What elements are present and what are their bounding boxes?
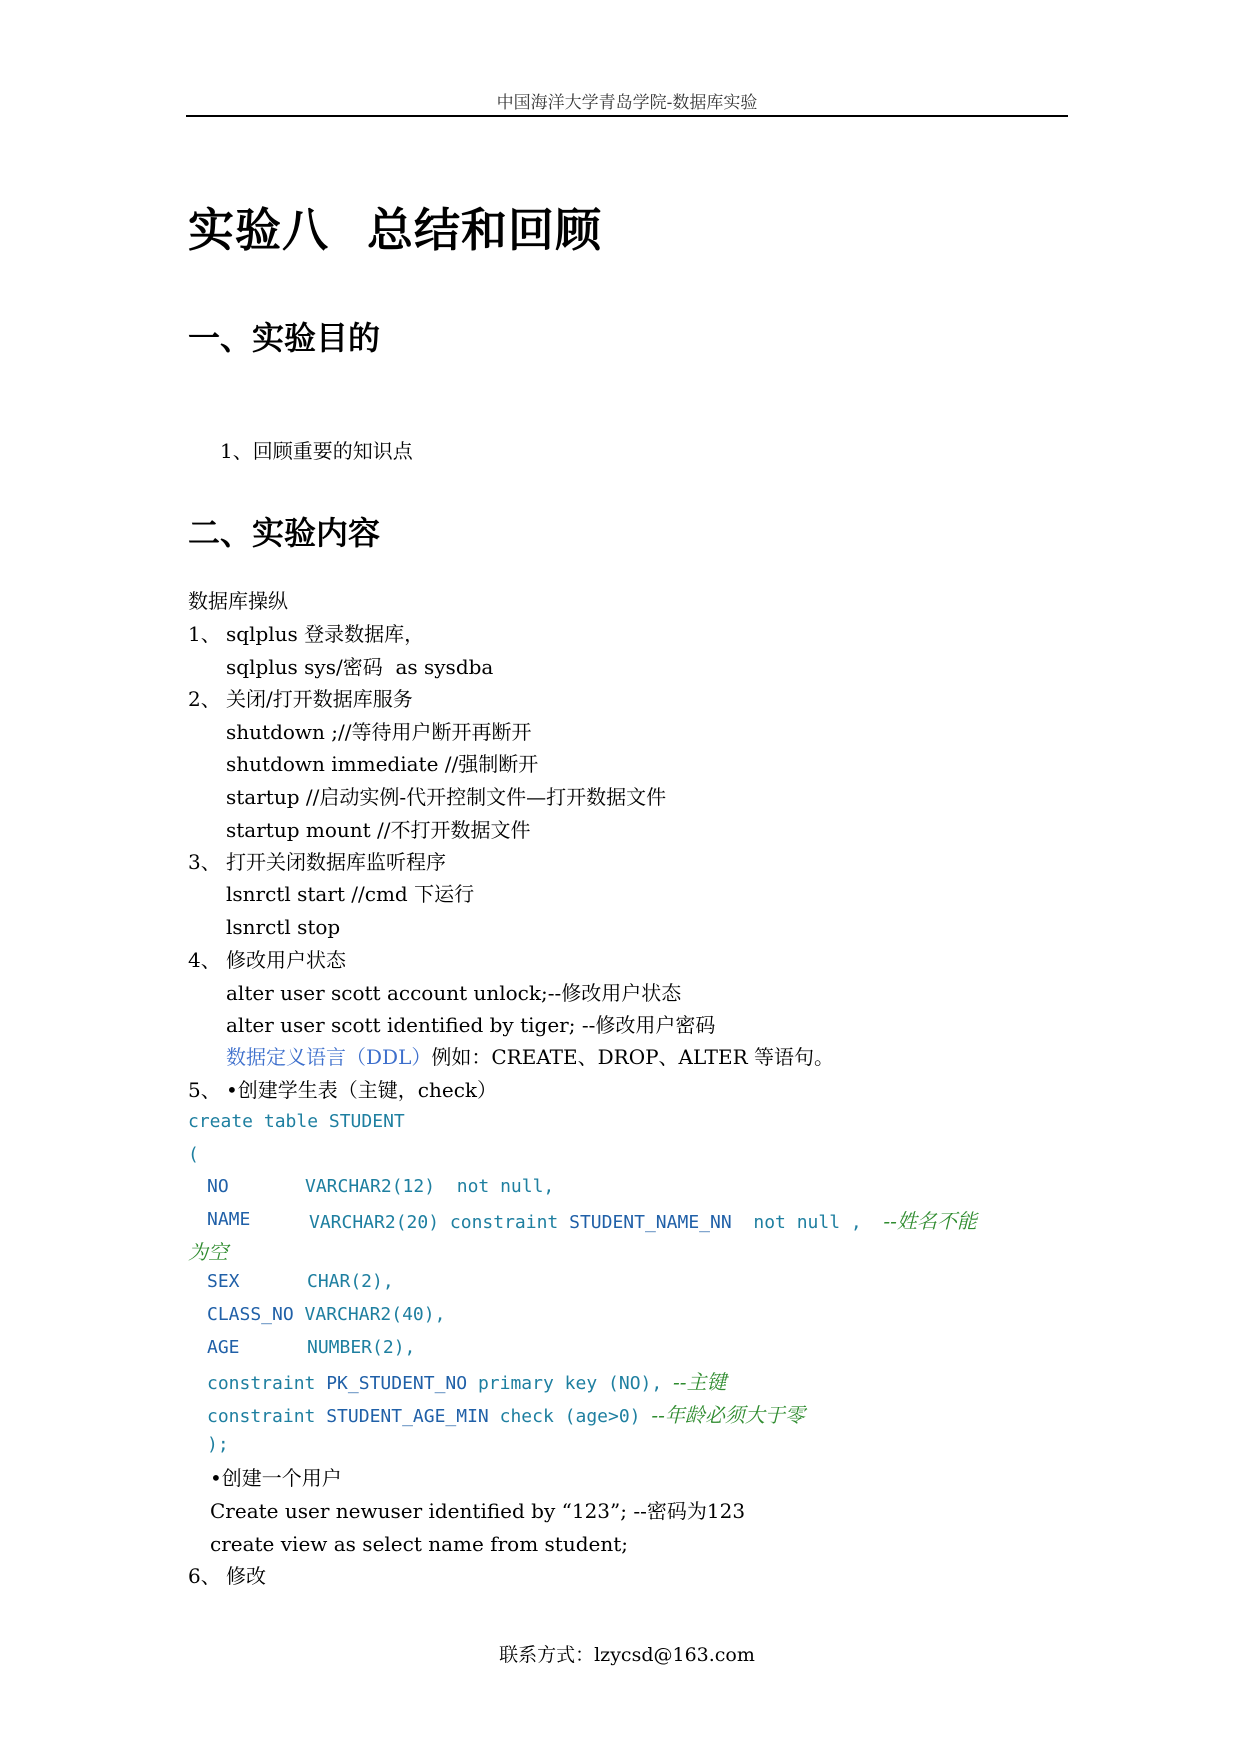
list-item-2-sub4: startup mount //不打开数据文件 bbox=[226, 818, 531, 842]
after-code-2: Create user newuser identified by “123”; --密码为123 bbox=[210, 1499, 746, 1523]
code-line-3-type: VARCHAR2(12) not null, bbox=[305, 1176, 555, 1197]
code-line-5: SEX bbox=[207, 1271, 240, 1292]
list-item-1: 1、 sqlplus 登录数据库， bbox=[188, 622, 425, 646]
code-line-1: create table STUDENT bbox=[188, 1111, 405, 1132]
code-line-5-type: CHAR(2), bbox=[307, 1271, 394, 1292]
list-item-4: 4、 修改用户状态 bbox=[188, 948, 346, 972]
code-line-4: NAME bbox=[207, 1209, 251, 1230]
code-line-6: CLASS_NO VARCHAR2(40), bbox=[207, 1304, 446, 1325]
list-item-4-sub1: alter user scott account unlock;--修改用户状态 bbox=[226, 981, 682, 1005]
title-part1: 实验八 bbox=[188, 203, 329, 257]
list-item-2-sub3: startup //启动实例-代开控制文件—打开数据文件 bbox=[226, 785, 667, 809]
list-item-1-sub1: sqlplus sys/密码 as sysdba bbox=[226, 655, 494, 679]
code-line-10: ); bbox=[207, 1434, 229, 1455]
code-comment-age: --年龄必须大于零 bbox=[651, 1403, 805, 1427]
code-line-3: NO bbox=[207, 1176, 229, 1197]
section1-item1: 1、回顾重要的知识点 bbox=[220, 439, 413, 463]
list-item-2-sub2: shutdown immediate //强制断开 bbox=[226, 752, 539, 776]
page-title bbox=[188, 194, 602, 260]
code-comment-name: --姓名不能 bbox=[883, 1209, 977, 1233]
section2-intro: 数据库操纵 bbox=[188, 589, 288, 613]
page-header: 中国海洋大学青岛学院-数据库实验 bbox=[496, 93, 758, 113]
list-item-3-sub1: lsnrctl start //cmd 下运行 bbox=[226, 882, 475, 906]
list-item-4-sub2: alter user scott identified by tiger; --修改用户密码 bbox=[226, 1013, 716, 1037]
list-item-2-sub1: shutdown ;//等待用户断开再断开 bbox=[226, 720, 532, 744]
list-item-3: 3、 打开关闭数据库监听程序 bbox=[188, 850, 446, 874]
code-comment-pk: --主键 bbox=[673, 1370, 727, 1394]
section2-heading: 二、实验内容 bbox=[188, 514, 381, 552]
ddl-line: 数据定义语言（DDL）例如：CREATE、DROP、ALTER 等语句。 bbox=[226, 1045, 835, 1069]
after-code-3: create view as select name from student; bbox=[210, 1532, 628, 1556]
code-comment-wrap: 为空 bbox=[188, 1240, 228, 1264]
code-line-7: AGE bbox=[207, 1337, 240, 1358]
list-item-3-sub2: lsnrctl stop bbox=[226, 915, 341, 939]
code-line-2: ( bbox=[188, 1144, 199, 1165]
after-code-1: •创建一个用户 bbox=[210, 1466, 342, 1490]
ddl-link[interactable]: 数据定义语言（DDL） bbox=[226, 1045, 432, 1069]
list-item-5: 5、 •创建学生表（主键，check） bbox=[188, 1078, 498, 1102]
list-item-6: 6、 修改 bbox=[188, 1564, 266, 1588]
title-part2: 总结和回顾 bbox=[367, 203, 602, 257]
list-item-2: 2、 关闭/打开数据库服务 bbox=[188, 687, 413, 711]
code-line-4-rest: VARCHAR2(20) constraint STUDENT_NAME_NN not null , --姓名不能 bbox=[309, 1209, 977, 1233]
header-rule bbox=[186, 115, 1068, 117]
code-line-9: constraint STUDENT_AGE_MIN check (age>0) --年龄必须大于零 bbox=[207, 1403, 805, 1427]
section1-heading: 一、实验目的 bbox=[188, 319, 381, 357]
code-line-8: constraint PK_STUDENT_NO primary key (NO), --主键 bbox=[207, 1370, 727, 1394]
page-footer: 联系方式：lzycsd@163.com bbox=[499, 1644, 755, 1666]
code-line-7-type: NUMBER(2), bbox=[307, 1337, 416, 1358]
